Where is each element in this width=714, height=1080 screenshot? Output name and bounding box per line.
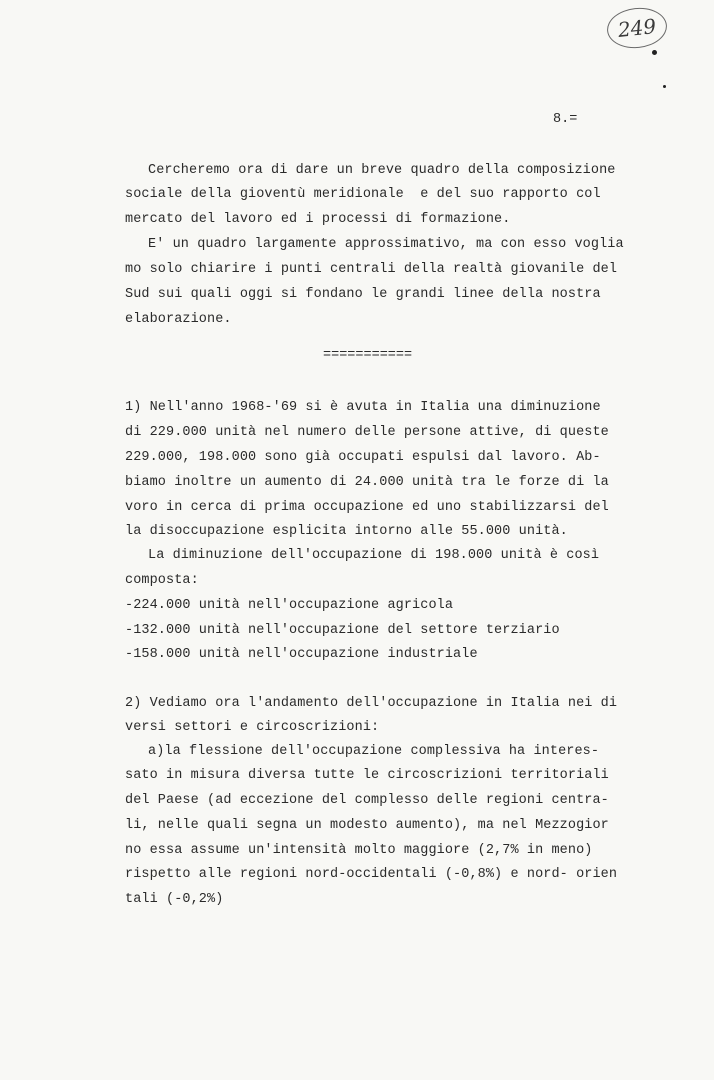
- text-line: -132.000 unità nell'occupazione del settore terziario: [125, 623, 560, 638]
- page-number: 8.=: [553, 112, 578, 127]
- text-line: sato in misura diversa tutte le circoscrizioni territoriali: [125, 768, 609, 783]
- text-line: 229.000, 198.000 sono già occupati espulsi dal lavoro. Ab-: [125, 450, 601, 465]
- text-line: elaborazione.: [125, 312, 232, 327]
- text-line: rispetto alle regioni nord-occidentali (-0,8%) e nord- orien: [125, 867, 618, 882]
- text-line: Sud sui quali oggi si fondano le grandi linee della nostra: [125, 287, 601, 302]
- text-line: 1) Nell'anno 1968-'69 si è avuta in Italia una diminuzione: [125, 400, 601, 415]
- text-line: li, nelle quali segna un modesto aumento), ma nel Mezzogior: [125, 818, 609, 833]
- text-line: la disoccupazione esplicita intorno alle 55.000 unità.: [125, 524, 568, 539]
- text-line: biamo inoltre un aumento di 24.000 unità tra le forze di la: [125, 475, 609, 490]
- text-line: Cercheremo ora di dare un breve quadro della composizione: [148, 163, 616, 178]
- text-line: 2) Vediamo ora l'andamento dell'occupazione in Italia nei di: [125, 696, 618, 711]
- text-line: no essa assume un'intensità molto maggiore (2,7% in meno): [125, 843, 593, 858]
- archive-stamp: [605, 5, 669, 51]
- text-line: sociale della gioventù meridionale e del suo rapporto col: [125, 187, 601, 202]
- text-line: E' un quadro largamente approssimativo, ma con esso voglia: [148, 237, 624, 252]
- ink-dot: [652, 50, 657, 55]
- text-line: mo solo chiarire i punti centrali della realtà giovanile del: [125, 262, 618, 277]
- text-line: La diminuzione dell'occupazione di 198.000 unità è così: [148, 548, 600, 563]
- text-line: -158.000 unità nell'occupazione industriale: [125, 647, 478, 662]
- text-line: mercato del lavoro ed i processi di formazione.: [125, 212, 511, 227]
- stamp-number: 249: [616, 14, 658, 42]
- text-line: tali (-0,2%): [125, 892, 224, 907]
- separator-line: ===========: [323, 348, 413, 363]
- text-line: di 229.000 unità nel numero delle persone attive, di queste: [125, 425, 609, 440]
- text-line: voro in cerca di prima occupazione ed uno stabilizzarsi del: [125, 500, 609, 515]
- text-line: -224.000 unità nell'occupazione agricola: [125, 598, 454, 613]
- text-line: a)la flessione dell'occupazione complessiva ha interes-: [148, 744, 600, 759]
- text-line: versi settori e circoscrizioni:: [125, 720, 380, 735]
- ink-dot: [663, 85, 666, 88]
- text-line: composta:: [125, 573, 199, 588]
- text-line: del Paese (ad eccezione del complesso delle regioni centra-: [125, 793, 609, 808]
